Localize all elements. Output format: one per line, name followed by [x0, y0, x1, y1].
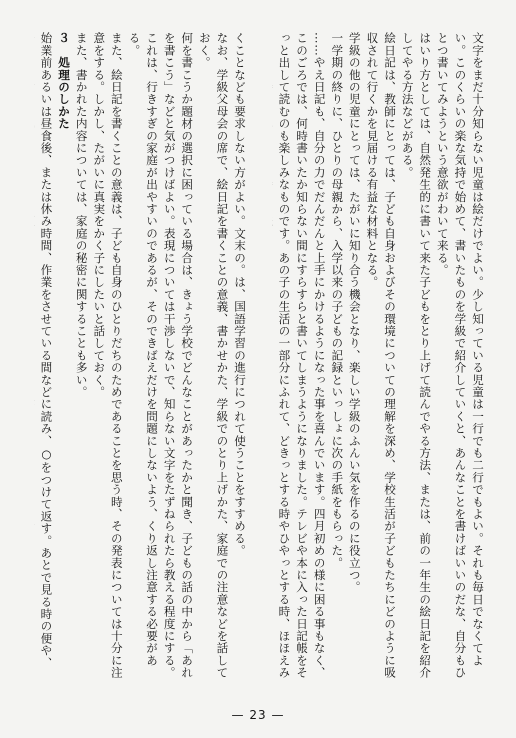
- paragraph: また、書かれた内容については、家庭の秘密に関することも多い。: [74, 32, 89, 398]
- paragraph: 文字をまだ十分知らない児童は絵だけでよい。少し知っている児童は一行でも二行でもよい。それも毎日でなくてよい。このくらいの楽な気持で始めて、書いたものを学級で紹介していくと、あんなことを書けばいいのだな、自分もひとつ書いてみようという意欲がわいて来る。: [435, 32, 485, 679]
- paragraph: はいり方としては、自然発生的に書いて来た子どもをとり上げて読んでやる方法、または、前の一年生の絵日記を紹介してやる方法などがある。: [400, 32, 433, 679]
- paragraph: くことなども要求しない方がよい。文末の。は、国語学習の進行につれて使うことをすすめる。: [233, 32, 247, 557]
- paragraph: 始業前あるいは昼食後、または休み時間、作業をさせている間などに読み、○をつけて返す。あとで見る時の便や、: [39, 32, 54, 669]
- paragraph: 学級の他の児童にとっては、たがいに知り合う機会となり、楽しい学級のふんい気を作るのに役立つ。: [347, 32, 362, 594]
- text-column-left: [34, 32, 248, 680]
- paragraph: 絵日記は、教師にとっては、子ども自身およびその環境についての理解を深め、学校生活が子どもたちにどのように吸収されて行くかを見届ける有益な材料となる。: [365, 32, 398, 679]
- paragraph: なお、学級父母会の席で、絵日記を書くことの意義、書かせかた、学級でのとり上げかた、家庭での注意などを話しておく。: [197, 32, 230, 679]
- paragraph: 何を書こうか題材の選択に困っている場合は、きょう学校でどんなことがあったかと聞き、子どもの話の中から「あれを書こう」などと気がつけばよい。表現については干渉しないで、知らない文字をたずねられたら教える程度にする。これは、行きすぎの家庭が出やすいのであるが、そのできばえだけを問題にしないよう、くり返し注意する必要がある。: [127, 32, 195, 679]
- section-heading-3: ３ 処理のしかた: [57, 32, 72, 130]
- text-column-right: [272, 32, 486, 680]
- page-number: — 23 —: [231, 708, 285, 722]
- paragraph: また、絵日記を書くことの意義は、子ども自身のひとりだちのためであることを思う時、その発表については十分に注意をする。しかし、たがいに真実をかく子にしたいと話しておく。: [92, 32, 124, 679]
- paragraph: 一学期の終りに、ひとりの母親から、入学以来の子どもの記録といっしょに次の手紙をもらった。: [330, 32, 345, 569]
- quoted-letter: ……やえ日記も、自分の力でだんだんと上手にかけるようになった事を喜んでいます。四月初めの様に困る事もなく、このごろでは、何時書いたか知らない間にすらすらと書いてしまうようになりました。テレビや本に入った日記帳をそっと出して読むのも楽しみなものです。あの子の生活の一部分にふれて、どきっとする時やひやっとする時、ほほえみ: [277, 32, 327, 679]
